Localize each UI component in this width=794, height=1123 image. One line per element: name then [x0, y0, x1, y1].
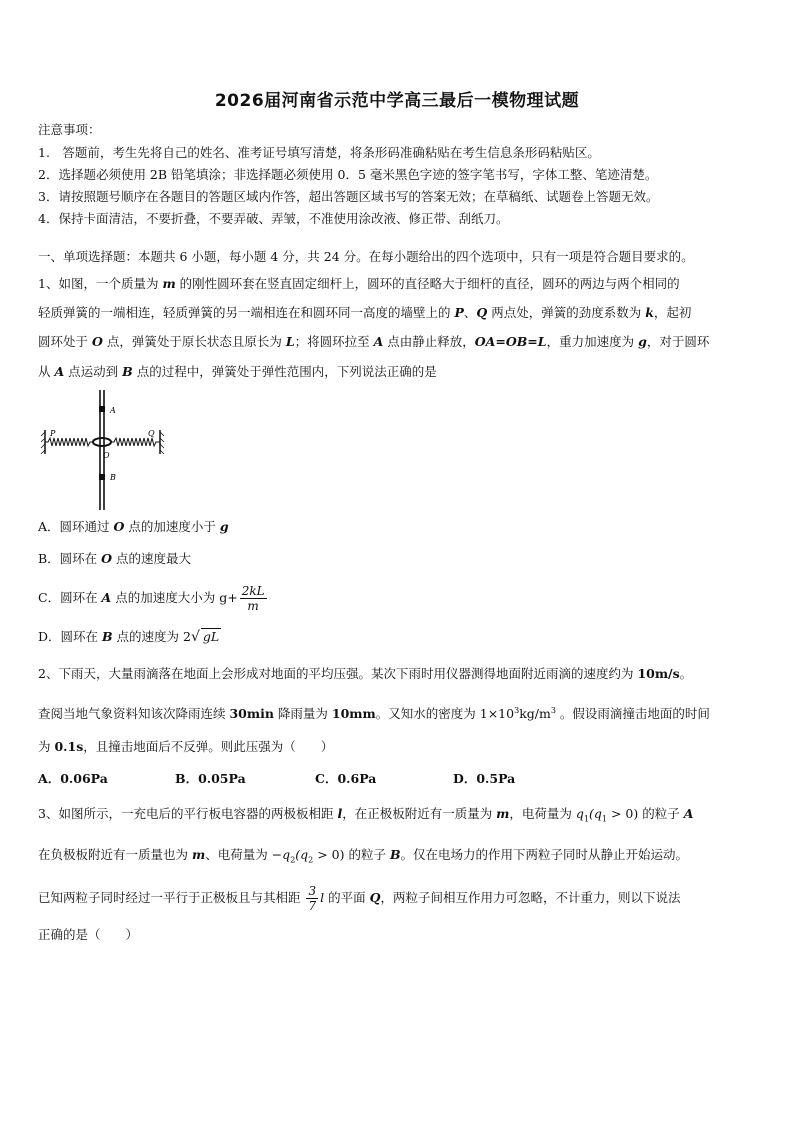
- q1-line-1: 1、如图，一个质量为 m 的刚性圆环套在竖直固定细杆上，圆环的直径略大于细杆的直径，圆环的两边与两个相同的: [38, 276, 680, 291]
- page-title: 2026届河南省示范中学高三最后一模物理试题: [214, 91, 580, 111]
- notice-heading: 注意事项：: [38, 122, 101, 137]
- label-q: Q: [148, 429, 155, 438]
- q1-line-3: 圆环处于 O 点，弹簧处于原长状态且原长为 L；将圆环拉至 A 点由静止释放，OA=OB=L，重力加速度为 g，对于圆环: [38, 334, 710, 349]
- q2-option-a[interactable]: A．0.06Pa: [38, 771, 108, 786]
- notice-item-4: 4．保持卡面清洁，不要折叠，不要弄破、弄皱，不准使用涂改液、修正带、刮纸刀。: [38, 211, 509, 226]
- q1-option-d[interactable]: D．圆环在 B 点的速度为 2√ gL: [38, 629, 220, 645]
- q2-option-c[interactable]: C．0.6Pa: [315, 771, 377, 786]
- q2-option-d[interactable]: D．0.5Pa: [453, 771, 516, 786]
- label-p: P: [50, 429, 56, 438]
- label-a: A: [110, 406, 116, 415]
- notice-item-3: 3．请按照题号顺序在各题目的答题区域内作答，超出答题区域书写的答案无效；在草稿纸、试题卷上答题无效。: [38, 189, 659, 204]
- spring-ring-figure: [40, 390, 170, 515]
- q2-line-1: 2、下雨天，大量雨滴落在地面上会形成对地面的平均压强。某次下雨时用仪器测得地面附近雨滴的速度约为 10m/s。: [38, 666, 693, 681]
- q2-line-2: 查阅当地气象资料知该次降雨连续 30min 降雨量为 10mm。又知水的密度为 $1\times 10^3kg/m^3$ 。假设雨滴撞击地面的时间: [38, 706, 710, 722]
- q1-line-2: 轻质弹簧的一端相连，轻质弹簧的另一端相连在和圆环同一高度的墙壁上的 P、Q 两点处，弹簧的劲度系数为 k，起初: [38, 305, 692, 320]
- q1-option-a[interactable]: A．圆环通过 O 点的加速度小于 g: [38, 519, 229, 534]
- q1-option-b[interactable]: B．圆环在 O 点的速度最大: [38, 551, 192, 566]
- q1-option-c[interactable]: C．圆环在 A 点的加速度大小为 g+ $\frac{2kL}{m}$: [38, 584, 265, 613]
- q2-line-3: 为 0.1s，且撞击地面后不反弹。则此压强为（ ）: [38, 739, 334, 754]
- fraction-2kl-over-m: $\frac{2kL}{m}$: [241, 584, 265, 613]
- fraction-3-over-7: $\frac{3}{7}$: [308, 884, 317, 913]
- left-spring: [45, 438, 94, 446]
- q3-line-1: 3、如图所示，一充电后的平行板电容器的两极板相距 l，在正极板附近有一质量为 m，电荷量为 $q_1(q_1 > 0)$ 的粒子 A: [38, 806, 694, 824]
- point-b-marker: [99, 474, 105, 480]
- notice-item-1: 1. 答题前，考生先将自己的姓名、准考证号填写清楚，将条形码准确粘贴在考生信息条形码粘贴区。: [38, 145, 600, 160]
- point-a-marker: [99, 406, 105, 412]
- q3-line-4: 正确的是（ ）: [38, 927, 139, 942]
- q2-option-b[interactable]: B．0.05Pa: [175, 771, 246, 786]
- q3-line-2: 在负极板附近有一质量也为 m、电荷量为 $-q_2(q_2 > 0)$ 的粒子 B。仅在电场力的作用下两粒子同时从静止开始运动。: [38, 847, 689, 865]
- section-heading: 一、单项选择题：本题共 6 小题，每小题 4 分，共 24 分。在每小题给出的四个选项中，只有一项是符合题目要求的。: [38, 249, 694, 264]
- ring: [93, 438, 111, 446]
- right-spring: [110, 438, 160, 446]
- q3-line-3: 已知两粒子同时经过一平行于正极板且与其相距 $\frac{3}{7}$ l 的平面 Q，两粒子间相互作用力可忽略，不计重力，则以下说法: [38, 884, 681, 913]
- notice-item-2: 2．选择题必须使用 2B 铅笔填涂；非选择题必须使用 0．5 毫米黑色字迹的签字笔书写，字体工整、笔迹清楚。: [38, 167, 658, 182]
- q1-line-4: 从 A 点运动到 B 点的过程中，弹簧处于弹性范围内，下列说法正确的是: [38, 364, 437, 379]
- label-o: O: [103, 451, 110, 460]
- label-b: B: [110, 473, 116, 482]
